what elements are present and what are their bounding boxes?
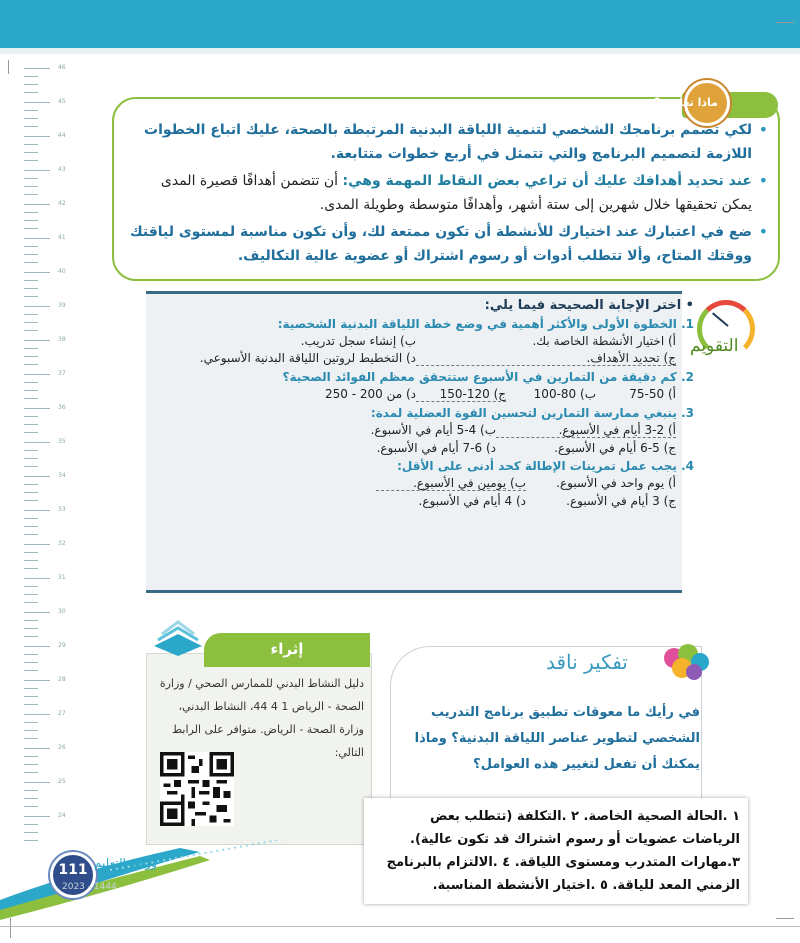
- ruler-tick: [24, 544, 50, 545]
- ruler-tick: [24, 432, 38, 433]
- ruler-number: 27: [58, 710, 66, 717]
- ruler-tick: [24, 594, 38, 595]
- enrichment-text: دليل النشاط البدني للممارس الصحي / وزارة الصحة - الرياض 1 4 44، النشاط البدني، وزارة الصحة - الرياض. متوافر على الرابط التالي:: [159, 677, 364, 759]
- ruler-tick: [24, 306, 50, 307]
- ruler-tick: [24, 280, 38, 281]
- ruler-tick: [24, 748, 50, 749]
- critical-thinking-title: تفكير ناقد: [546, 650, 628, 674]
- bottom-rule: [0, 926, 800, 927]
- question-1: 1. الخطوة الأولى والأكثر أهمية في وضع خطة اللياقة البدنية الشخصية:: [277, 317, 694, 331]
- ruler-number: 33: [58, 506, 66, 513]
- ruler-tick: [24, 76, 38, 77]
- ruler-tick: [24, 646, 50, 647]
- question-4: 4. يجب عمل تمرينات الإطالة كحد أدنى على الأقل:: [397, 459, 694, 473]
- question-2: 2. كم دقيقة من التمارين في الأسبوع ستتحقق معظم الفوائد الصحية؟: [282, 370, 694, 384]
- option-selected: ج) 120-150: [416, 387, 506, 402]
- brain-icon: [660, 642, 712, 686]
- ruler-tick: [24, 586, 38, 587]
- ruler-tick: [24, 262, 38, 263]
- ruler-tick: [24, 322, 38, 323]
- ruler-tick: [24, 772, 38, 773]
- option-selected: أ) 2-3 أيام في الأسبوع.: [496, 423, 676, 438]
- ruler-tick: [24, 578, 50, 579]
- ruler-tick: [24, 424, 38, 425]
- crop-mark: [776, 918, 794, 919]
- ruler-tick: [24, 186, 38, 187]
- ruler-tick: [24, 662, 38, 663]
- ruler-tick: [24, 272, 50, 273]
- learned-item: • ضع في اعتبارك عند اختيارك للأنشطة أن تكون ممتعة لك، وأن تكون مناسبة لمستوى لياقتك ووقتك المتاح، وألا تتطلب أدوات أو رسوم اشتراك أو عضوية عالية التكاليف.: [128, 220, 768, 268]
- ruler-tick: [24, 492, 38, 493]
- learned-tag-label: ماذا تعلمت؟: [653, 96, 718, 109]
- ruler-tick: [24, 730, 38, 731]
- ruler-number: 46: [58, 64, 66, 71]
- ruler-tick: [24, 330, 38, 331]
- option: د) من 200 - 250: [325, 387, 416, 401]
- ruler-tick: [24, 160, 38, 161]
- ruler-tick: [24, 688, 38, 689]
- ruler-tick: [24, 314, 38, 315]
- ruler-number: 29: [58, 642, 66, 649]
- ruler-tick: [24, 680, 50, 681]
- ruler-tick: [24, 764, 38, 765]
- ruler-tick: [24, 84, 38, 85]
- ruler-tick: [24, 416, 38, 417]
- ruler-tick: [24, 68, 50, 69]
- ruler-tick: [24, 620, 38, 621]
- ruler-tick: [24, 722, 38, 723]
- ruler-number: 43: [58, 166, 66, 173]
- ruler-tick: [24, 110, 38, 111]
- ruler-number: 24: [58, 812, 66, 819]
- critical-thinking-question: في رأيك ما معوقات تطبيق برنامج التدريب الشخصي لتطوير عناصر اللياقة البدنية؟ وماذا يمكنك أن تفعل لتغيير هذه العوامل؟: [414, 705, 700, 772]
- book-icon: [150, 606, 206, 662]
- quiz-instruction: • اختر الإجابة الصحيحة فيما يلي:: [484, 298, 694, 313]
- ruler-tick: [24, 398, 38, 399]
- ruler-tick: [24, 628, 38, 629]
- ruler-tick: [24, 518, 38, 519]
- ruler-number: 37: [58, 370, 66, 377]
- ruler-tick: [24, 118, 38, 119]
- ruler-number: 41: [58, 234, 66, 241]
- ruler-number: 44: [58, 132, 66, 139]
- option: أ) 50-75: [629, 387, 676, 401]
- ruler-tick: [24, 832, 38, 833]
- option: ب) 4-5 أيام في الأسبوع.: [370, 423, 496, 437]
- ruler-tick: [24, 126, 38, 127]
- learned-list: [128, 118, 768, 271]
- ruler-number: 26: [58, 744, 66, 751]
- ruler-number: 35: [58, 438, 66, 445]
- learned-item: • لكي تصمم برنامجك الشخصي لتنمية اللياقة البدنية المرتبطة بالصحة، عليك اتباع الخطوات اللازمة لتصميم البرنامج والتي تتمثل في أربع خطوات متتابعة.: [128, 118, 768, 166]
- footer-swoosh: [0, 840, 320, 920]
- ruler-tick: [24, 476, 50, 477]
- ruler-tick: [24, 670, 38, 671]
- ruler-number: 32: [58, 540, 66, 547]
- ruler-tick: [24, 238, 50, 239]
- ruler-tick: [24, 816, 50, 817]
- ruler-tick: [24, 654, 38, 655]
- ruler-tick: [24, 408, 50, 409]
- ruler-number: 39: [58, 302, 66, 309]
- ruler-number: 42: [58, 200, 66, 207]
- ruler-tick: [24, 102, 50, 103]
- ruler-tick: [24, 704, 38, 705]
- option: ج) 5-6 أيام في الأسبوع.: [554, 441, 676, 455]
- option: أ) اختيار الأنشطة الخاصة بك.: [532, 334, 676, 348]
- ruler-number: 28: [58, 676, 66, 683]
- crop-mark: [10, 918, 11, 938]
- ruler-tick: [24, 510, 50, 511]
- ruler-tick: [24, 348, 38, 349]
- evaluation-quiz: [154, 298, 694, 508]
- ruler-tick: [24, 212, 38, 213]
- ruler-tick: [24, 390, 38, 391]
- ruler-tick: [24, 296, 38, 297]
- ruler-tick: [24, 356, 38, 357]
- ruler-tick: [24, 756, 38, 757]
- ruler-tick: [24, 220, 38, 221]
- ruler-tick: [24, 364, 38, 365]
- ruler-tick: [24, 152, 38, 153]
- enrichment-title: إثراء: [270, 640, 304, 658]
- crop-mark: [776, 22, 794, 23]
- ruler-tick: [24, 696, 38, 697]
- ruler-tick: [24, 612, 50, 613]
- ruler-tick: [24, 374, 50, 375]
- question-3: 3. ينبغي ممارسة التمارين لتحسين القوة العضلية لمدة:: [370, 406, 694, 420]
- ruler-tick: [24, 798, 38, 799]
- ruler-tick: [24, 204, 50, 205]
- ruler-tick: [24, 568, 38, 569]
- ruler-tick: [24, 806, 38, 807]
- ruler-number: 31: [58, 574, 66, 581]
- ruler-tick: [24, 254, 38, 255]
- ruler-tick: [24, 602, 38, 603]
- ruler-number: 40: [58, 268, 66, 275]
- option-selected: ب) يومين في الأسبوع.: [376, 476, 526, 491]
- ruler-tick: [24, 526, 38, 527]
- ruler-tick: [24, 136, 50, 137]
- ruler-tick: [24, 738, 38, 739]
- option: د) 4 أيام في الأسبوع.: [418, 494, 526, 508]
- ruler-tick: [24, 92, 38, 93]
- ruler-tick: [24, 144, 38, 145]
- ruler-tick: [24, 228, 38, 229]
- option: ج) 3 أيام في الأسبوع.: [566, 494, 676, 508]
- ruler-tick: [24, 382, 38, 383]
- ruler-tick: [24, 170, 50, 171]
- ruler-tick: [24, 458, 38, 459]
- ruler-tick: [24, 534, 38, 535]
- ruler-number: 34: [58, 472, 66, 479]
- header-bar: [0, 0, 800, 48]
- option: أ) يوم واحد في الأسبوع.: [556, 476, 676, 490]
- ruler-tick: [24, 824, 38, 825]
- ruler-number: 45: [58, 98, 66, 105]
- ruler-tick: [24, 790, 38, 791]
- evaluation-label: التقويم: [690, 336, 739, 356]
- option-selected: ج) تحديد الأهداف.: [416, 351, 676, 366]
- header-stripe: [0, 48, 800, 54]
- ruler-tick: [24, 442, 50, 443]
- ruler-number: 36: [58, 404, 66, 411]
- edition-year: 2023 - 1444: [62, 882, 117, 892]
- ruler-tick: [24, 288, 38, 289]
- ruler-tick: [24, 194, 38, 195]
- ruler-tick: [24, 246, 38, 247]
- ruler-tick: [24, 178, 38, 179]
- ruler-tick: [24, 552, 38, 553]
- ruler-tick: [24, 636, 38, 637]
- ruler-tick: [24, 466, 38, 467]
- ruler-tick: [24, 484, 38, 485]
- option: د) التخطيط لروتين اللياقة البدنية الأسبوعي.: [199, 351, 416, 365]
- ruler-number: 25: [58, 778, 66, 785]
- learned-item: • عند تحديد أهدافك عليك أن تراعي بعض النقاط المهمة وهي: أن تتضمن أهدافًا قصيرة المدى يمكن تحقيقها خلال شهرين إلى ستة أشهر، وأهدافًا متوسطة وطويلة المدى.: [128, 169, 768, 217]
- option: ب) 80-100: [533, 387, 596, 401]
- ruler-tick: [24, 340, 50, 341]
- ministry-logo-text: وزارة التعليم: [94, 856, 157, 870]
- crop-mark: [8, 60, 9, 74]
- ruler-tick: [24, 782, 50, 783]
- option: د) 6-7 أيام في الأسبوع.: [376, 441, 496, 455]
- ruler-tick: [24, 500, 38, 501]
- side-ruler: [24, 60, 66, 860]
- ruler-tick: [24, 714, 50, 715]
- page-number: 111: [58, 862, 88, 878]
- option: ب) إنشاء سجل تدريب.: [300, 334, 416, 348]
- ruler-tick: [24, 560, 38, 561]
- ruler-number: 38: [58, 336, 66, 343]
- qr-code[interactable]: [160, 752, 234, 826]
- answer-text: ١ .الحالة الصحية الخاصة. ٢ .التكلفة (تتطلب بعض الرياضات عضويات أو رسوم اشتراك قد تكون عالية). ٣.مهارات المتدرب ومستوى اللياقة. ٤ .الالتزام بالبرنامج الزمني المعد للياقة. ٥ .اختيار الأنشطة المناسبة.: [386, 809, 740, 893]
- ruler-tick: [24, 450, 38, 451]
- ruler-number: 30: [58, 608, 66, 615]
